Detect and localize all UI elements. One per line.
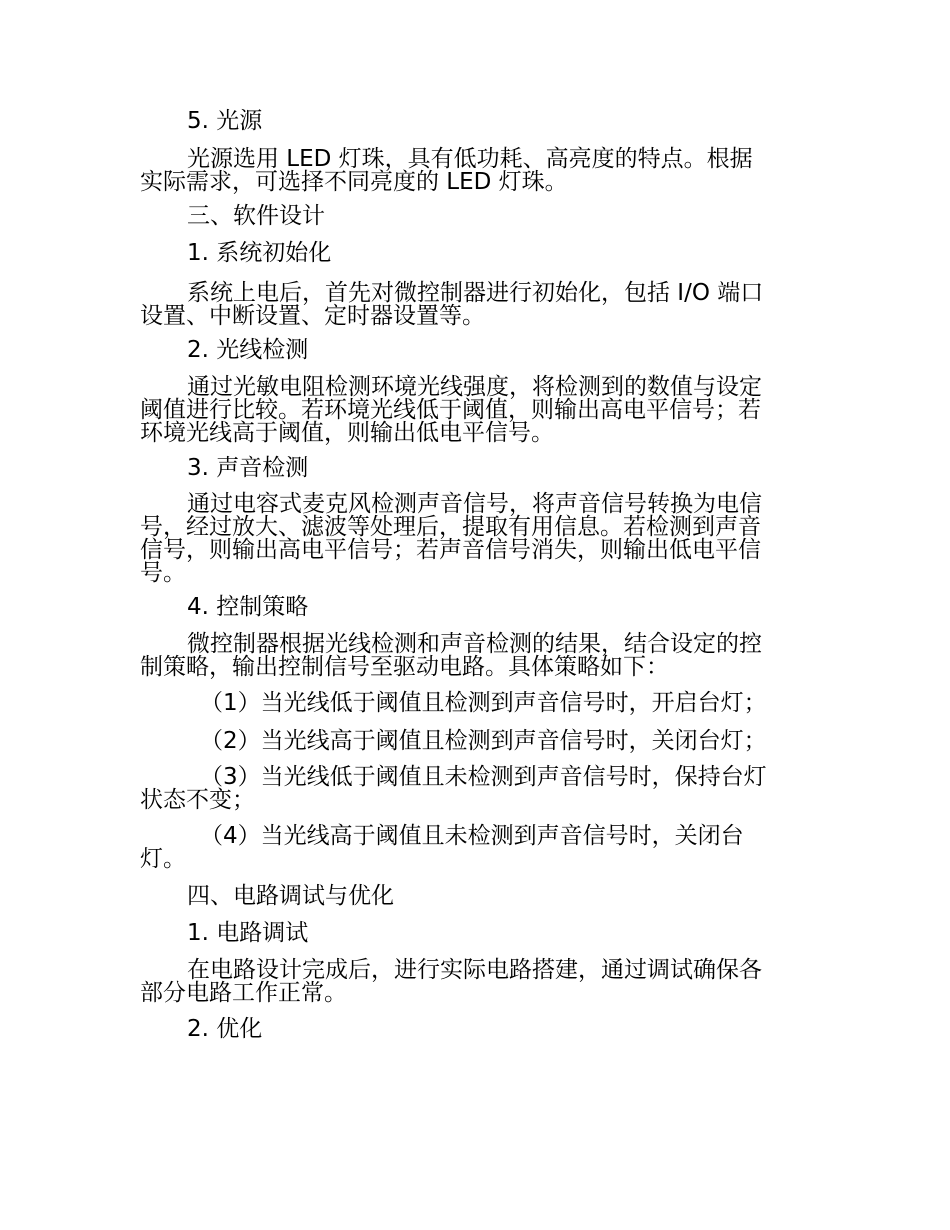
heading-light-detection — [140, 339, 859, 362]
section-heading-circuit-debug — [140, 885, 859, 908]
text-line: 灯。 — [140, 846, 186, 872]
heading-light-source — [140, 110, 859, 133]
text-line: 1. 系统初始化 — [187, 240, 332, 266]
paragraph-light-source — [140, 148, 812, 194]
text-line: 设置、中断设置、定时器设置等。 — [140, 303, 485, 329]
strategy-item-4 — [140, 825, 812, 871]
strategy-item-3 — [140, 766, 812, 812]
heading-optimization — [140, 1018, 859, 1041]
text-line: 5. 光源 — [187, 108, 263, 134]
text-line: 状态不变； — [140, 787, 255, 813]
text-line: 2. 光线检测 — [187, 337, 309, 363]
heading-control-strategy — [140, 596, 859, 619]
paragraph-circuit-debug — [140, 959, 812, 1005]
strategy-item-2 — [140, 730, 872, 753]
section-heading-software-design — [140, 205, 859, 228]
text-line: 号，经过放大、滤波等处理后，提取有用信息。若检测到声音 — [140, 514, 761, 540]
text-line: 2. 优化 — [187, 1016, 263, 1042]
text-line: （1）当光线低于阈值且检测到声音信号时，开启台灯； — [200, 690, 767, 716]
text-line: 部分电路工作正常。 — [140, 980, 347, 1006]
text-line: 通过电容式麦克风检测声音信号，将声音信号转换为电信 — [187, 491, 762, 517]
text-line: （2）当光线高于阈值且检测到声音信号时，关闭台灯； — [200, 728, 767, 754]
strategy-item-1 — [140, 692, 872, 715]
paragraph-light-detection — [140, 376, 812, 445]
text-line: 实际需求，可选择不同亮度的 LED 灯珠。 — [140, 169, 568, 195]
text-line: 制策略，输出控制信号至驱动电路。具体策略如下： — [140, 654, 669, 680]
paragraph-control-strategy — [140, 633, 812, 679]
heading-circuit-debug — [140, 922, 859, 945]
paragraph-system-init — [140, 282, 812, 328]
text-line: 环境光线高于阈值，则输出低电平信号。 — [140, 420, 554, 446]
text-line: 3. 声音检测 — [187, 455, 309, 481]
text-line: 微控制器根据光线检测和声音检测的结果，结合设定的控 — [187, 631, 762, 657]
text-line: 1. 电路调试 — [187, 920, 309, 946]
text-line: 四、电路调试与优化 — [187, 883, 394, 909]
text-line: 系统上电后，首先对微控制器进行初始化，包括 I/O 端口 — [187, 280, 764, 306]
text-line: 阈值进行比较。若环境光线低于阈值，则输出高电平信号；若 — [140, 397, 761, 423]
text-line: 通过光敏电阻检测环境光线强度，将检测到的数值与设定 — [187, 374, 762, 400]
text-line: 三、软件设计 — [187, 203, 325, 229]
paragraph-sound-detection — [140, 493, 812, 585]
text-line: 信号，则输出高电平信号；若声音信号消失，则输出低电平信 — [140, 537, 761, 563]
text-line: 在电路设计完成后，进行实际电路搭建，通过调试确保各 — [187, 957, 762, 983]
text-line: 光源选用 LED 灯珠，具有低功耗、高亮度的特点。根据 — [187, 146, 753, 172]
text-line: （4）当光线高于阈值且未检测到声音信号时，关闭台 — [200, 823, 744, 849]
text-line: 4. 控制策略 — [187, 594, 309, 620]
text-line: （3）当光线低于阈值且未检测到声音信号时，保持台灯 — [200, 764, 767, 790]
heading-sound-detection — [140, 457, 859, 480]
heading-system-init — [140, 242, 859, 265]
text-line: 号。 — [140, 560, 186, 586]
